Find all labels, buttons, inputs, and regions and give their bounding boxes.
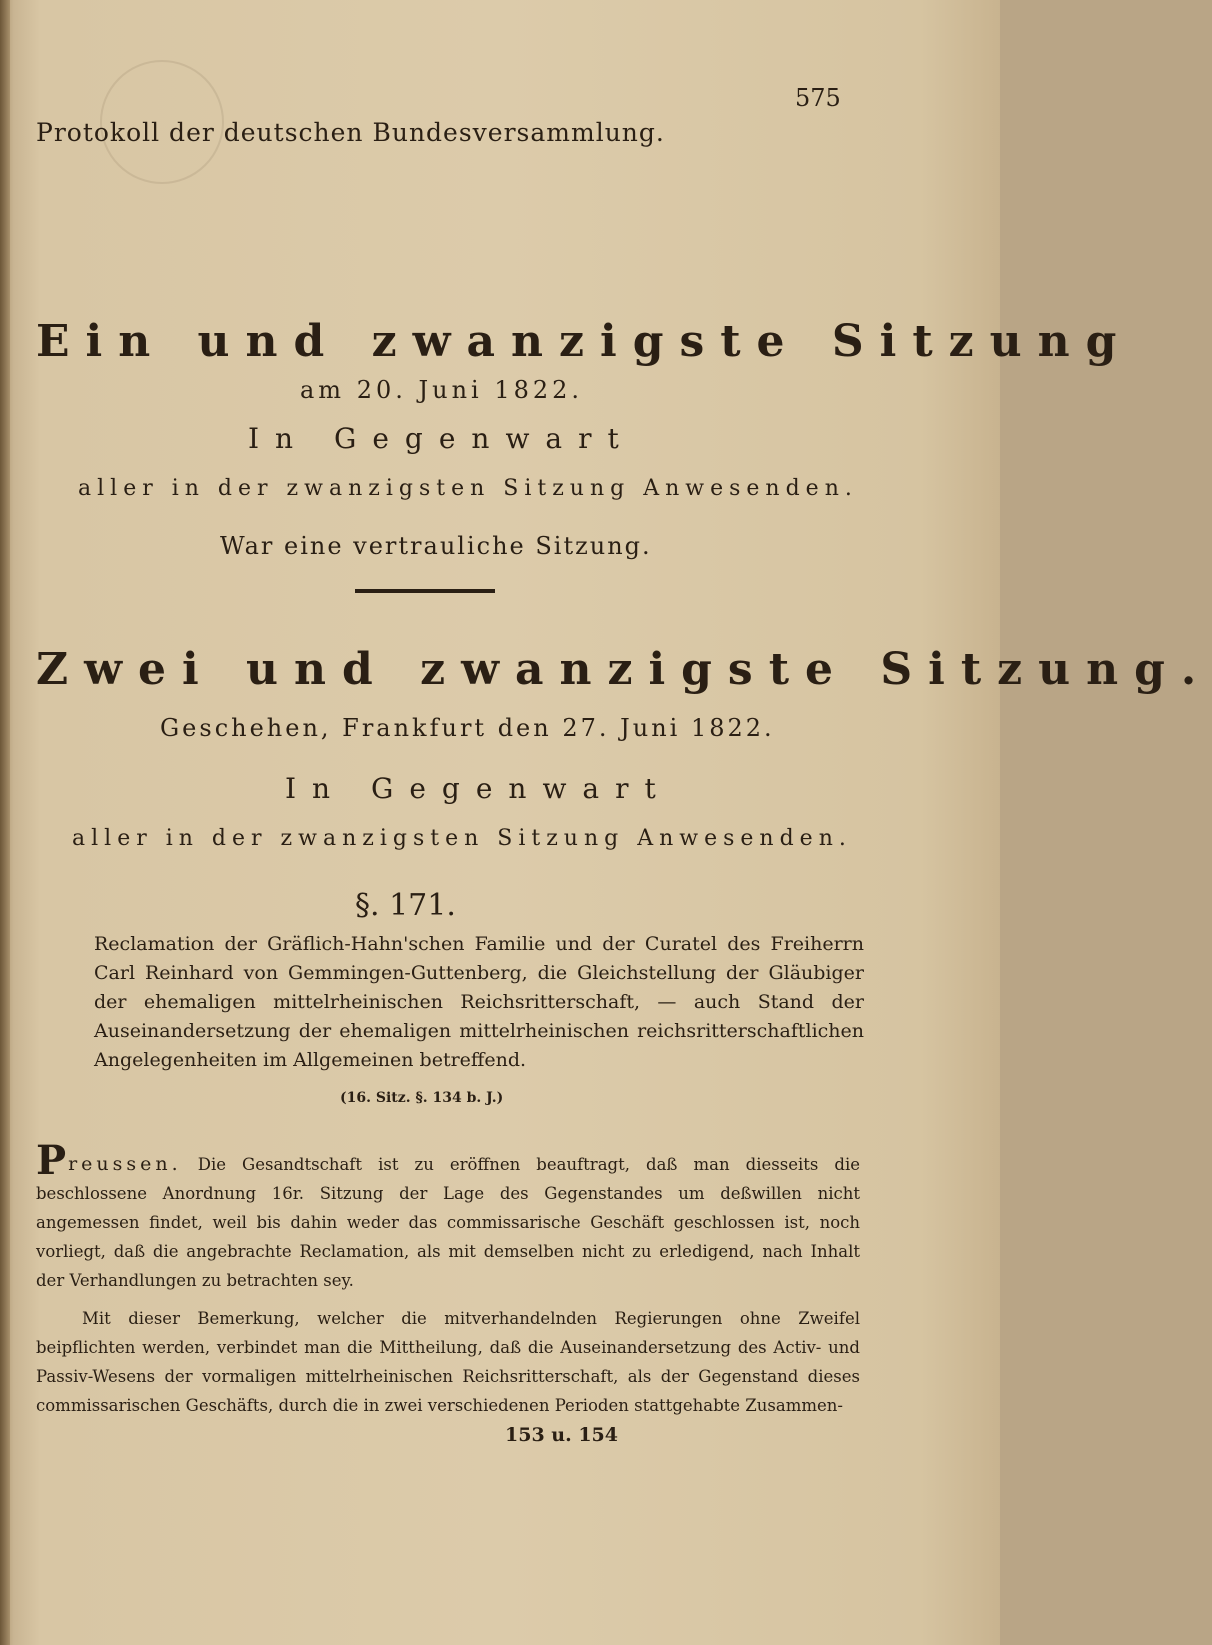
paragraph-1-text: Die Gesandtschaft ist zu eröffnen beauftragt, daß man diesseits die beschlossene Anordnung 16r. Sitzung der Lage des Gegenstandes um deßwillen nicht angemessen findet, weil bis dahin weder das commissarische Geschäft geschlossen ist, noch vorliegt, daß die angebrachte Reclamation, als mit demselben nicht zu erledigend, nach Inhalt der Verhandlungen zu betrachten sey. bbox=[36, 1155, 860, 1290]
session-21-note: War eine vertrauliche Sitzung. bbox=[220, 532, 652, 560]
session-22-date: Geschehen, Frankfurt den 27. Juni 1822. bbox=[160, 714, 775, 742]
page-number: 575 bbox=[795, 84, 841, 112]
section-reference: (16. Sitz. §. 134 b. J.) bbox=[340, 1090, 504, 1106]
body-paragraph-2: Mit dieser Bemerkung, welcher die mitverhandelnden Regierungen ohne Zweifel beipflichten werden, verbindet man die Mittheilung, daß die Auseinandersetzung des Activ- und Passiv-Wesens der vormaligen mittelrheinischen Reichsritterschaft, als der Gegenstand dieses commissarischen Geschäfts, durch die in zwei verschiedenen Perioden stattgehabte Zusammen- bbox=[36, 1309, 860, 1415]
running-header-title: Protokoll der deutschen Bundesversammlung. bbox=[36, 118, 665, 147]
book-spine-shadow bbox=[0, 0, 10, 1645]
session-21-attendees: aller in der zwanzigsten Sitzung Anwesenden. bbox=[78, 476, 858, 501]
dropcap-letter: P bbox=[36, 1137, 67, 1184]
session-22-attendees: aller in der zwanzigsten Sitzung Anwesenden. bbox=[72, 826, 852, 851]
session-22-title: Zwei und zwanzigste Sitzung. bbox=[36, 644, 1212, 695]
speaker-name: reussen. bbox=[68, 1153, 182, 1175]
session-21-presence: In Gegenwart bbox=[248, 422, 635, 455]
section-subject: Reclamation der Gräflich-Hahn'schen Familie und der Curatel des Freiherrn Carl Reinhard von Gemmingen-Guttenberg, die Gleichstellung der Gläubiger der ehemaligen mittelrheinischen Reichsritterschaft, — auch Stand der Auseinandersetzung der ehemaligen mittelrheinischen reichsritterschaftlichen Angelegenheiten im Allgemeinen betreffend. bbox=[94, 933, 864, 1071]
section-divider bbox=[355, 589, 495, 593]
session-21-date: am 20. Juni 1822. bbox=[300, 376, 584, 404]
catchword-signature: 153 u. 154 bbox=[505, 1424, 618, 1446]
session-22-presence: In Gegenwart bbox=[285, 772, 672, 805]
session-21-title: Ein und zwanzigste Sitzung bbox=[36, 316, 1133, 367]
section-number: §. 171. bbox=[355, 888, 456, 923]
body-paragraph-1 bbox=[36, 1137, 860, 1295]
